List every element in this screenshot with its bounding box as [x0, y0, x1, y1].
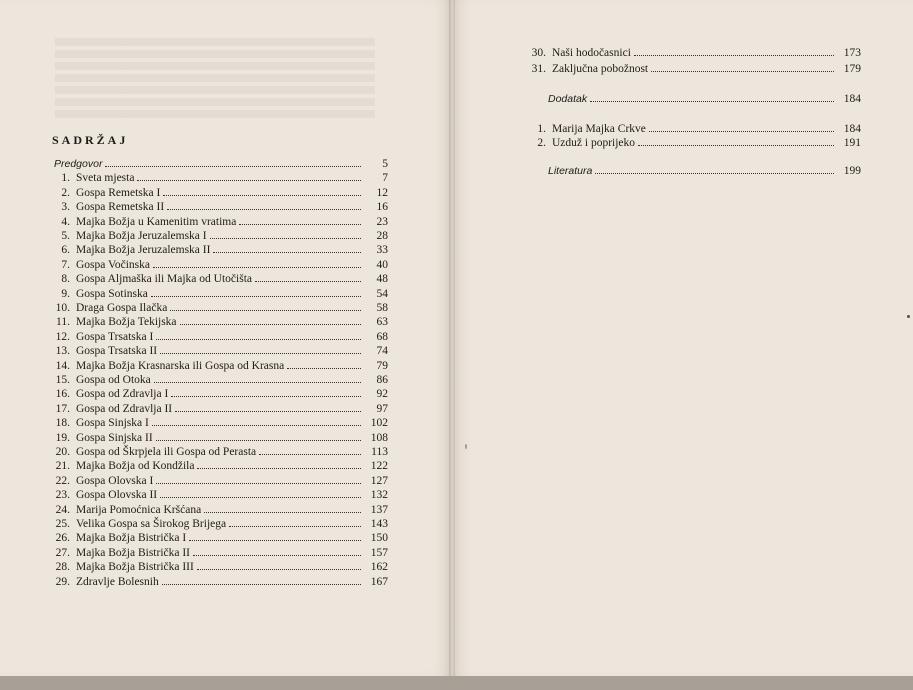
toc-row [52, 517, 388, 531]
toc-page-number: 74 [376, 345, 388, 357]
toc-entry-title: Majka Božja Krasnarska ili Gospa od Krasna [76, 360, 285, 372]
toc-row [52, 229, 388, 243]
toc-entry-number: 31. [531, 63, 546, 75]
toc-entry-number: 23. [55, 489, 70, 501]
toc-row [528, 46, 861, 60]
toc-entry-title: Majka Božja Bistrička III [76, 561, 194, 573]
toc-dot-leader [160, 488, 361, 498]
toc-entry-number: 15. [55, 374, 70, 386]
toc-page-number: 102 [370, 417, 388, 429]
toc-row [52, 560, 388, 574]
toc-row [52, 488, 388, 502]
toc-page-number: 108 [370, 432, 388, 444]
toc-dot-leader [239, 215, 361, 225]
toc-row [52, 402, 388, 416]
toc-entry-title: Gospa od Zdravlja II [76, 403, 173, 415]
toc-row [52, 330, 388, 344]
toc-page-number: 179 [843, 63, 861, 75]
toc-dot-leader [197, 459, 361, 469]
toc-row [52, 200, 388, 214]
toc-page-number: 48 [376, 273, 388, 285]
toc-dot-leader [154, 373, 361, 383]
toc-entry-title: Gospa Olovska II [76, 489, 158, 501]
toc-entry-number: 18. [55, 417, 70, 429]
toc-entry-number: 13. [55, 345, 70, 357]
toc-page-number: 137 [370, 504, 388, 516]
toc-entry-number: 6. [61, 244, 70, 256]
toc-dot-leader [287, 359, 361, 369]
toc-page-number: 184 [843, 93, 861, 105]
toc-page-number: 132 [370, 489, 388, 501]
toc-entry-title: Gospa od Škrpjela ili Gospa od Perasta [76, 446, 257, 458]
toc-page-number: 40 [376, 259, 388, 271]
toc-dot-leader [189, 531, 361, 541]
toc-row [52, 272, 388, 286]
toc-entry-title: Majka Božja Bistrička II [76, 547, 191, 559]
toc-dot-leader [213, 243, 361, 253]
toc-row [52, 431, 388, 445]
toc-entry-title: Majka Božja Tekijska [76, 316, 177, 328]
toc-page-number: 122 [370, 460, 388, 472]
bottom-edge [0, 676, 913, 690]
toc-dot-leader [204, 503, 361, 513]
toc-entry-title: Majka Božja Jeruzalemska II [76, 244, 211, 256]
toc-entry-number: 11. [56, 316, 70, 328]
toc-section-row [52, 157, 388, 171]
toc-page-number: 113 [371, 446, 388, 458]
toc-entry-number: 8. [61, 273, 70, 285]
toc-dot-leader [651, 62, 834, 72]
toc-row [52, 315, 388, 329]
toc-entry-number: 5. [61, 230, 70, 242]
toc-entry-number: 1. [537, 123, 546, 135]
right-page [452, 0, 913, 676]
toc-row [52, 387, 388, 401]
paper-speck [907, 315, 910, 318]
toc-row [528, 62, 861, 76]
toc-row [52, 359, 388, 373]
toc-page-number: 58 [376, 302, 388, 314]
toc-dot-leader [590, 92, 834, 102]
toc-page-number: 191 [843, 137, 861, 149]
toc-entry-title: Gospa od Otoka [76, 374, 151, 386]
toc-entry-number: 26. [55, 532, 70, 544]
toc-page-number: 54 [376, 288, 388, 300]
toc-entry-number: 22. [55, 475, 70, 487]
toc-row [52, 287, 388, 301]
toc-entry-number: 1. [61, 172, 70, 184]
toc-page-number: 162 [370, 561, 388, 573]
toc-dot-leader [171, 387, 361, 397]
toc-page-number: 150 [370, 532, 388, 544]
toc-row [52, 474, 388, 488]
toc-page-number: 143 [370, 518, 388, 530]
toc-page-number: 86 [376, 374, 388, 386]
toc-row [52, 186, 388, 200]
toc-entry-number: 14. [55, 360, 70, 372]
toc-entry-number: 9. [61, 288, 70, 300]
toc-dot-leader [156, 330, 361, 340]
toc-dot-leader [638, 136, 834, 146]
toc-entry-number: 2. [537, 137, 546, 149]
toc-entry-title: Gospa Trsatska I [76, 331, 154, 343]
toc-dot-leader [105, 157, 361, 167]
toc-entry-title: Uzduž i poprijeko [552, 137, 636, 149]
toc-entry-title: Majka Božja Bistrička I [76, 532, 187, 544]
toc-entry-number: 17. [55, 403, 70, 415]
toc-entry-title: Gospa Olovska I [76, 475, 154, 487]
toc-dot-leader [229, 517, 361, 527]
toc-dot-leader [197, 560, 361, 570]
toc-row [52, 258, 388, 272]
toc-entry-title: Gospa Remetska I [76, 187, 161, 199]
toc-row [52, 531, 388, 545]
toc-page-number: 23 [376, 216, 388, 228]
toc-dot-leader [152, 416, 361, 426]
toc-entry-title: Zdravlje Bolesnih [76, 576, 159, 588]
toc-entry-number: 16. [55, 388, 70, 400]
toc-section-row [528, 164, 861, 178]
toc-page-number: 184 [843, 123, 861, 135]
toc-entry-number: 29. [55, 576, 70, 588]
toc-page-number: 33 [376, 244, 388, 256]
toc-page-number: 68 [376, 331, 388, 343]
toc-entry-number: 30. [531, 47, 546, 59]
toc-entry-title: Majka Božja Jeruzalemska I [76, 230, 207, 242]
toc-row [52, 445, 388, 459]
toc-page-number: 7 [382, 172, 388, 184]
paper-speck [465, 444, 467, 449]
toc-entry-number: 19. [55, 432, 70, 444]
toc-page-number: 167 [370, 576, 388, 588]
toc-dot-leader [180, 315, 361, 325]
toc-dot-leader [151, 287, 361, 297]
toc-row [52, 575, 388, 589]
toc-dot-leader [255, 272, 361, 282]
toc-dot-leader [167, 200, 361, 210]
toc-entry-title: Majka Božja od Kondžila [76, 460, 195, 472]
toc-entry-title: Velika Gospa sa Širokog Brijega [76, 518, 227, 530]
toc-page-number: 157 [370, 547, 388, 559]
contents-heading: SADRŽAJ [52, 133, 129, 147]
toc-entry-title: Marija Majka Crkve [552, 123, 646, 135]
toc-entry-number: 12. [55, 331, 70, 343]
toc-entry-title: Dodatak [548, 93, 588, 105]
toc-row [52, 243, 388, 257]
toc-entry-title: Zaključna pobožnost [552, 63, 649, 75]
toc-entry-title: Sveta mjesta [76, 172, 135, 184]
toc-page-number: 92 [376, 388, 388, 400]
toc-dot-leader [156, 474, 361, 484]
toc-dot-leader [175, 402, 361, 412]
toc-entry-title: Gospa Sinjska II [76, 432, 153, 444]
toc-entry-number: 21. [55, 460, 70, 472]
toc-row [52, 215, 388, 229]
toc-entry-title: Naši hodočasnici [552, 47, 631, 59]
toc-entry-number: 4. [61, 216, 70, 228]
toc-entry-number: 27. [55, 547, 70, 559]
toc-dot-leader [595, 164, 834, 174]
toc-page-number: 63 [376, 316, 388, 328]
toc-page-number: 5 [382, 158, 388, 170]
toc-row [52, 416, 388, 430]
toc-entry-title: Gospa Vočinska [76, 259, 151, 271]
left-page [0, 0, 452, 676]
toc-entry-number: 10. [55, 302, 70, 314]
toc-dot-leader [137, 171, 361, 181]
toc-entry-title: Draga Gospa Ilačka [76, 302, 168, 314]
toc-row [52, 459, 388, 473]
toc-dot-leader [210, 229, 361, 239]
toc-row [52, 546, 388, 560]
toc-dot-leader [649, 122, 834, 132]
toc-entry-number: 2. [61, 187, 70, 199]
toc-row [52, 503, 388, 517]
toc-dot-leader [259, 445, 361, 455]
toc-page-number: 97 [376, 403, 388, 415]
toc-entry-title: Marija Pomoćnica Kršćana [76, 504, 202, 516]
toc-page-number: 127 [370, 475, 388, 487]
toc-row [528, 136, 861, 150]
toc-entry-title: Gospa Sinjska I [76, 417, 149, 429]
toc-page-number: 12 [376, 187, 388, 199]
toc-entry-title: Gospa Remetska II [76, 201, 165, 213]
toc-row [52, 171, 388, 185]
toc-entry-title: Predgovor [54, 158, 103, 170]
toc-dot-leader [193, 546, 361, 556]
toc-entry-number: 28. [55, 561, 70, 573]
toc-dot-leader [163, 186, 361, 196]
toc-dot-leader [156, 431, 361, 441]
toc-entry-title: Majka Božja u Kamenitim vratima [76, 216, 237, 228]
toc-dot-leader [162, 575, 361, 585]
toc-row [52, 344, 388, 358]
toc-section-row [528, 92, 861, 106]
book-gutter [449, 0, 455, 676]
toc-dot-leader [634, 46, 834, 56]
toc-entry-title: Gospa Trsatska II [76, 345, 158, 357]
toc-page-number: 173 [843, 47, 861, 59]
toc-entry-title: Literatura [548, 165, 593, 177]
toc-entry-number: 7. [61, 259, 70, 271]
toc-dot-leader [170, 301, 361, 311]
toc-entry-number: 24. [55, 504, 70, 516]
toc-entry-title: Gospa Sotinska [76, 288, 148, 300]
toc-entry-number: 3. [61, 201, 70, 213]
toc-page-number: 199 [843, 165, 861, 177]
toc-page-number: 79 [376, 360, 388, 372]
toc-row [528, 122, 861, 136]
toc-row [52, 301, 388, 315]
toc-page-number: 28 [376, 230, 388, 242]
toc-row [52, 373, 388, 387]
toc-entry-number: 25. [55, 518, 70, 530]
show-through-text [55, 38, 375, 118]
toc-entry-title: Gospa Aljmaška ili Majka od Utočišta [76, 273, 252, 285]
toc-entry-number: 20. [55, 446, 70, 458]
toc-dot-leader [153, 258, 361, 268]
toc-dot-leader [160, 344, 361, 354]
toc-entry-title: Gospa od Zdravlja I [76, 388, 169, 400]
toc-page-number: 16 [376, 201, 388, 213]
